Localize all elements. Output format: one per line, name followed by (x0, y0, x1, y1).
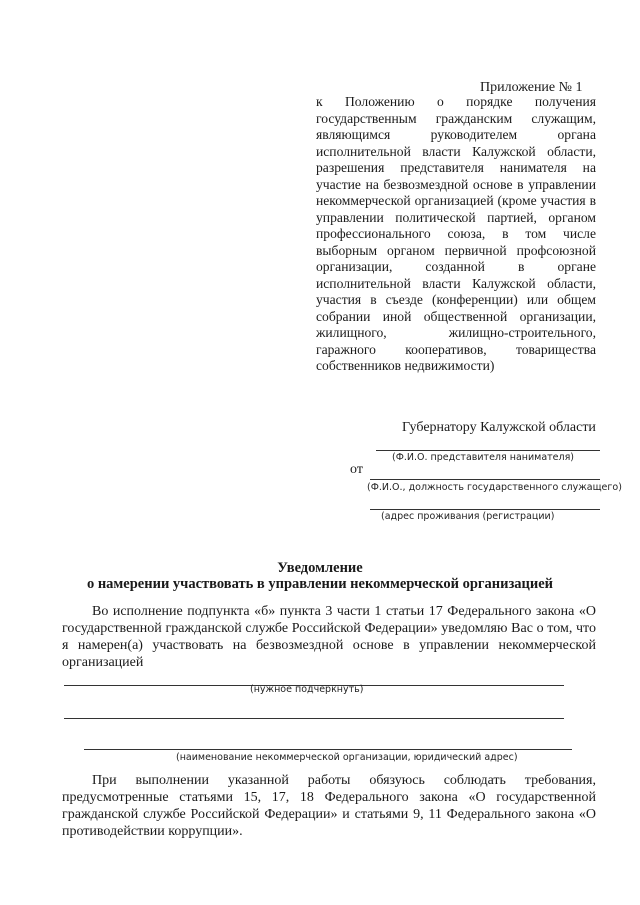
annex-title: Приложение № 1 (480, 80, 583, 95)
address-line (370, 509, 600, 510)
notification-paragraph: Во исполнение подпункта «б» пункта 3 части 1 статьи 17 Федерального закона «О государственной гражданской службе Российской Федерации» уведомляю Вас о том, что я намерен(а) участвовать на безвозмездной основе в управлении некоммерческой организацией (62, 604, 596, 670)
address-caption: (адрес проживания (регистрации) (381, 511, 555, 522)
organization-line-1 (64, 718, 564, 719)
organization-caption: (наименование некоммерческой организации, юридический адрес) (176, 752, 518, 763)
annex-description: к Положению о порядке получения государственным гражданским служащим, являющимся руководителем органа исполнительной власти Калужской области, разрешения представителя нанимателя на участие на безвозмездной основе в управлении некоммерческой организацией (кроме участия в управлении политической партией, органом профессионального союза, в том числе выборным органом первичной профсоюзной организации, созданной в органе исполнительной власти Калужской области, участия в съезде (конференции) или общем собрании иной общественной организации, жилищного, жилищно-строительного, гаражного кооперативов, товарищества собственников недвижимости) (316, 94, 596, 373)
document-subtitle: о намерении участвовать в управлении некоммерческой организацией (86, 576, 554, 592)
underline-caption: (нужное подчеркнуть) (250, 684, 364, 695)
employer-name-line (376, 450, 600, 451)
employee-name-caption: (Ф.И.О., должность государственного служащего) (367, 482, 622, 493)
organization-line-2 (84, 749, 572, 750)
employer-name-caption: (Ф.И.О. представителя нанимателя) (392, 452, 575, 463)
employee-name-line (370, 479, 600, 480)
from-label: от (350, 462, 363, 477)
addressee-governor: Губернатору Калужской области (402, 420, 596, 435)
document-title: Уведомление (277, 560, 363, 576)
obligation-paragraph: При выполнении указанной работы обязуюсь соблюдать требования, предусмотренные статьями 15, 17, 18 Федерального закона «О государственной гражданской службе Российской Федерации» и статьями 9, 11 Федерального закона «О противодействии коррупции». (62, 773, 596, 839)
